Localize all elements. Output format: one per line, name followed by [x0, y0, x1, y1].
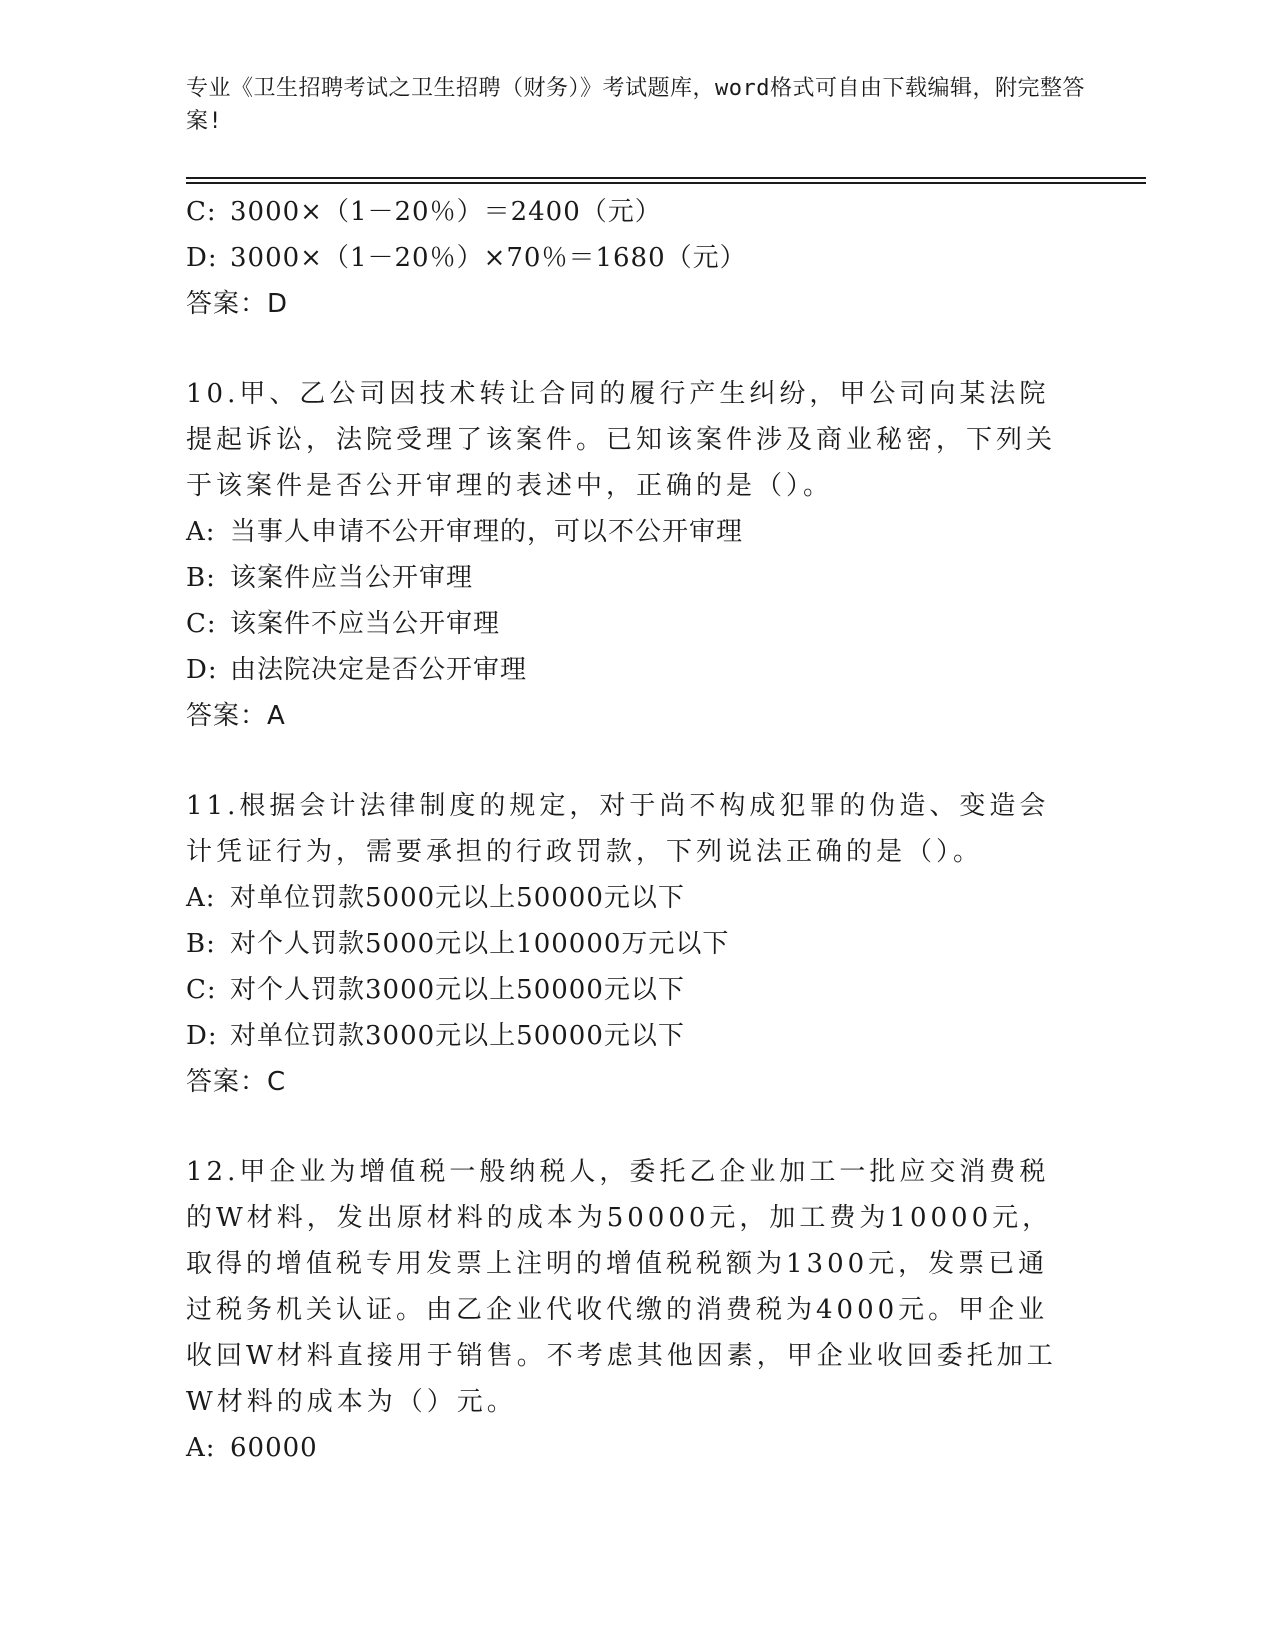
question-stem: 10.甲、乙公司因技术转让合同的履行产生纠纷，甲公司向某法院提起诉讼，法院受理了该案件。已知该案件涉及商业秘密，下列关于该案件是否公开审理的表述中，正确的是（）。 — [186, 379, 1057, 501]
document-header: 专业《卫生招聘考试之卫生招聘（财务）》考试题库，word格式可自由下载编辑，附完整答案! — [186, 76, 1085, 134]
header-divider-top — [186, 177, 1146, 179]
option-b — [186, 555, 1086, 601]
option-key: A: — [186, 1433, 216, 1463]
option-key: D: — [186, 243, 218, 273]
option-b — [186, 921, 1086, 967]
option-key: D: — [186, 1021, 218, 1051]
header-divider-bottom — [186, 182, 1146, 184]
option-key: B: — [186, 929, 216, 959]
answer: 答案：D — [186, 289, 289, 319]
option-text: 对个人罚款5000元以上100000万元以下 — [230, 929, 730, 959]
option-key: C: — [186, 609, 217, 639]
option-a — [186, 1425, 1086, 1471]
option-text: 3000×（1－20％）＝2400（元） — [230, 197, 662, 227]
option-text: 60000 — [230, 1433, 318, 1463]
option-key: C: — [186, 197, 217, 227]
question-list — [186, 189, 1086, 1471]
option-text: 对单位罚款3000元以上50000元以下 — [230, 1021, 685, 1051]
option-key: D: — [186, 655, 218, 685]
option-key: A: — [186, 883, 216, 913]
option-key: C: — [186, 975, 217, 1005]
option-d — [186, 647, 1086, 693]
question-stem: 12.甲企业为增值税一般纳税人，委托乙企业加工一批应交消费税的W材料，发出原材料的成本为50000元，加工费为10000元，取得的增值税专用发票上注明的增值税税额为1300元，发票已通过税务机关认证。由乙企业代收代缴的消费税为4000元。甲企业收回W材料直接用于销售。不考虑其他因素，甲企业收回委托加工W材料的成本为（）元。 — [186, 1157, 1057, 1417]
option-d — [186, 235, 1086, 281]
option-c — [186, 967, 1086, 1013]
option-c — [186, 189, 1086, 235]
option-a — [186, 509, 1086, 555]
question-stem: 11.根据会计法律制度的规定，对于尚不构成犯罪的伪造、变造会计凭证行为，需要承担的行政罚款，下列说法正确的是（）。 — [186, 791, 1050, 867]
option-d — [186, 1013, 1086, 1059]
option-a — [186, 875, 1086, 921]
answer: 答案：C — [186, 1067, 287, 1097]
answer: 答案：A — [186, 701, 286, 731]
option-text: 3000×（1－20％）×70％＝1680（元） — [230, 243, 747, 273]
option-text: 由法院决定是否公开审理 — [230, 655, 528, 685]
option-c — [186, 601, 1086, 647]
option-text: 该案件应当公开审理 — [230, 563, 474, 593]
option-key: A: — [186, 517, 216, 547]
option-key: B: — [186, 563, 216, 593]
option-text: 当事人申请不公开审理的，可以不公开审理 — [230, 517, 744, 547]
option-text: 该案件不应当公开审理 — [230, 609, 501, 639]
option-text: 对单位罚款5000元以上50000元以下 — [230, 883, 685, 913]
option-text: 对个人罚款3000元以上50000元以下 — [230, 975, 685, 1005]
